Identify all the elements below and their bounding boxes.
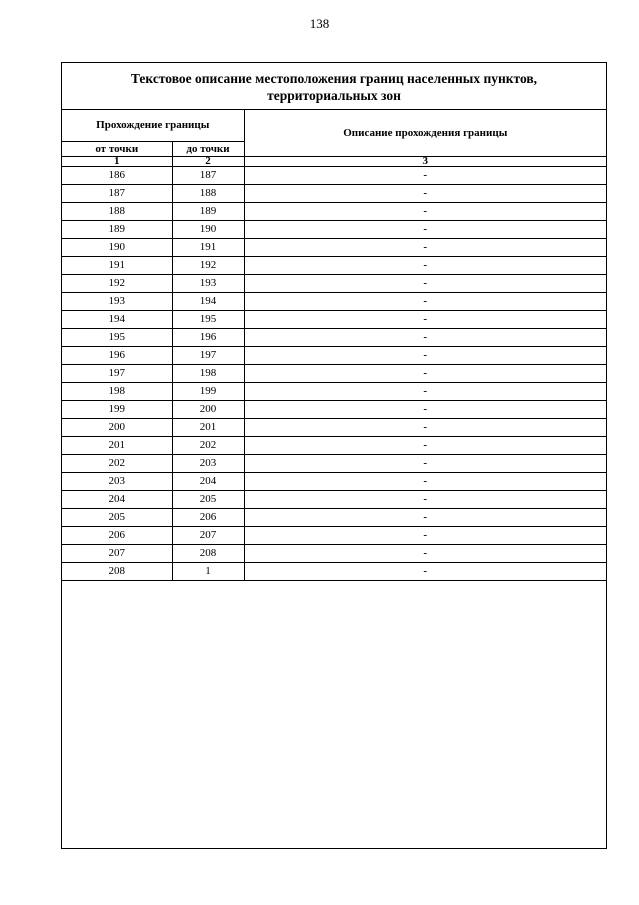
boundary-description-frame	[61, 62, 607, 849]
to-point-cell: 203	[172, 454, 244, 472]
table-row	[62, 418, 606, 436]
description-cell: -	[244, 256, 606, 274]
to-point-cell: 190	[172, 220, 244, 238]
to-point-cell: 206	[172, 508, 244, 526]
to-point-cell: 207	[172, 526, 244, 544]
table-row	[62, 202, 606, 220]
description-cell: -	[244, 508, 606, 526]
to-point-cell: 192	[172, 256, 244, 274]
table-row	[62, 328, 606, 346]
description-cell: -	[244, 184, 606, 202]
table-row	[62, 454, 606, 472]
description-cell: -	[244, 220, 606, 238]
from-point-header: от точки	[62, 141, 172, 156]
table-row	[62, 544, 606, 562]
to-point-cell: 202	[172, 436, 244, 454]
boundary-passage-header: Прохождение границы	[62, 110, 244, 141]
table-row	[62, 364, 606, 382]
from-point-cell: 194	[62, 310, 172, 328]
table-row	[62, 490, 606, 508]
from-point-cell: 208	[62, 562, 172, 580]
from-point-cell: 189	[62, 220, 172, 238]
from-point-cell: 193	[62, 292, 172, 310]
from-point-cell: 196	[62, 346, 172, 364]
description-cell: -	[244, 454, 606, 472]
to-point-header: до точки	[172, 141, 244, 156]
from-point-cell: 195	[62, 328, 172, 346]
table-row	[62, 400, 606, 418]
description-cell: -	[244, 274, 606, 292]
from-point-cell: 197	[62, 364, 172, 382]
description-cell: -	[244, 490, 606, 508]
description-cell: -	[244, 472, 606, 490]
from-point-cell: 192	[62, 274, 172, 292]
description-cell: -	[244, 310, 606, 328]
description-cell: -	[244, 418, 606, 436]
from-point-cell: 187	[62, 184, 172, 202]
to-point-cell: 196	[172, 328, 244, 346]
table-row	[62, 166, 606, 184]
description-cell: -	[244, 562, 606, 580]
from-point-cell: 203	[62, 472, 172, 490]
table-row	[62, 382, 606, 400]
to-point-cell: 195	[172, 310, 244, 328]
from-point-cell: 199	[62, 400, 172, 418]
to-point-cell: 188	[172, 184, 244, 202]
table-row	[62, 292, 606, 310]
header-row-group	[62, 110, 606, 141]
to-point-cell: 187	[172, 166, 244, 184]
table-row	[62, 562, 606, 580]
to-point-cell: 204	[172, 472, 244, 490]
title-line-2: территориальных зон	[267, 88, 401, 103]
description-cell: -	[244, 238, 606, 256]
to-point-cell: 205	[172, 490, 244, 508]
to-point-cell: 200	[172, 400, 244, 418]
to-point-cell: 191	[172, 238, 244, 256]
from-point-cell: 202	[62, 454, 172, 472]
from-point-cell: 191	[62, 256, 172, 274]
to-point-cell: 193	[172, 274, 244, 292]
column-number-3: 3	[244, 156, 606, 166]
to-point-cell: 197	[172, 346, 244, 364]
description-cell: -	[244, 364, 606, 382]
table-row	[62, 220, 606, 238]
table-row	[62, 184, 606, 202]
description-cell: -	[244, 436, 606, 454]
from-point-cell: 190	[62, 238, 172, 256]
description-cell: -	[244, 292, 606, 310]
description-header: Описание прохождения границы	[244, 110, 606, 156]
from-point-cell: 204	[62, 490, 172, 508]
from-point-cell: 207	[62, 544, 172, 562]
table-row	[62, 526, 606, 544]
document-title	[62, 63, 606, 110]
to-point-cell: 208	[172, 544, 244, 562]
description-cell: -	[244, 526, 606, 544]
to-point-cell: 194	[172, 292, 244, 310]
to-point-cell: 198	[172, 364, 244, 382]
boundary-table	[62, 110, 606, 581]
from-point-cell: 198	[62, 382, 172, 400]
table-row	[62, 310, 606, 328]
description-cell: -	[244, 346, 606, 364]
from-point-cell: 205	[62, 508, 172, 526]
table-row	[62, 436, 606, 454]
description-cell: -	[244, 382, 606, 400]
description-cell: -	[244, 166, 606, 184]
from-point-cell: 200	[62, 418, 172, 436]
from-point-cell: 201	[62, 436, 172, 454]
from-point-cell: 188	[62, 202, 172, 220]
table-row	[62, 346, 606, 364]
description-cell: -	[244, 202, 606, 220]
to-point-cell: 199	[172, 382, 244, 400]
from-point-cell: 186	[62, 166, 172, 184]
page-number: 138	[309, 16, 330, 31]
column-number-row	[62, 156, 606, 166]
table-row	[62, 508, 606, 526]
description-cell: -	[244, 400, 606, 418]
title-line-1: Текстовое описание местоположения границ населенных пунктов,	[130, 71, 538, 86]
to-point-cell: 189	[172, 202, 244, 220]
column-number-2: 2	[172, 156, 244, 166]
table-row	[62, 472, 606, 490]
table-row	[62, 238, 606, 256]
description-cell: -	[244, 544, 606, 562]
from-point-cell: 206	[62, 526, 172, 544]
table-row	[62, 274, 606, 292]
description-cell: -	[244, 328, 606, 346]
table-row	[62, 256, 606, 274]
to-point-cell: 1	[172, 562, 244, 580]
column-number-1: 1	[62, 156, 172, 166]
to-point-cell: 201	[172, 418, 244, 436]
